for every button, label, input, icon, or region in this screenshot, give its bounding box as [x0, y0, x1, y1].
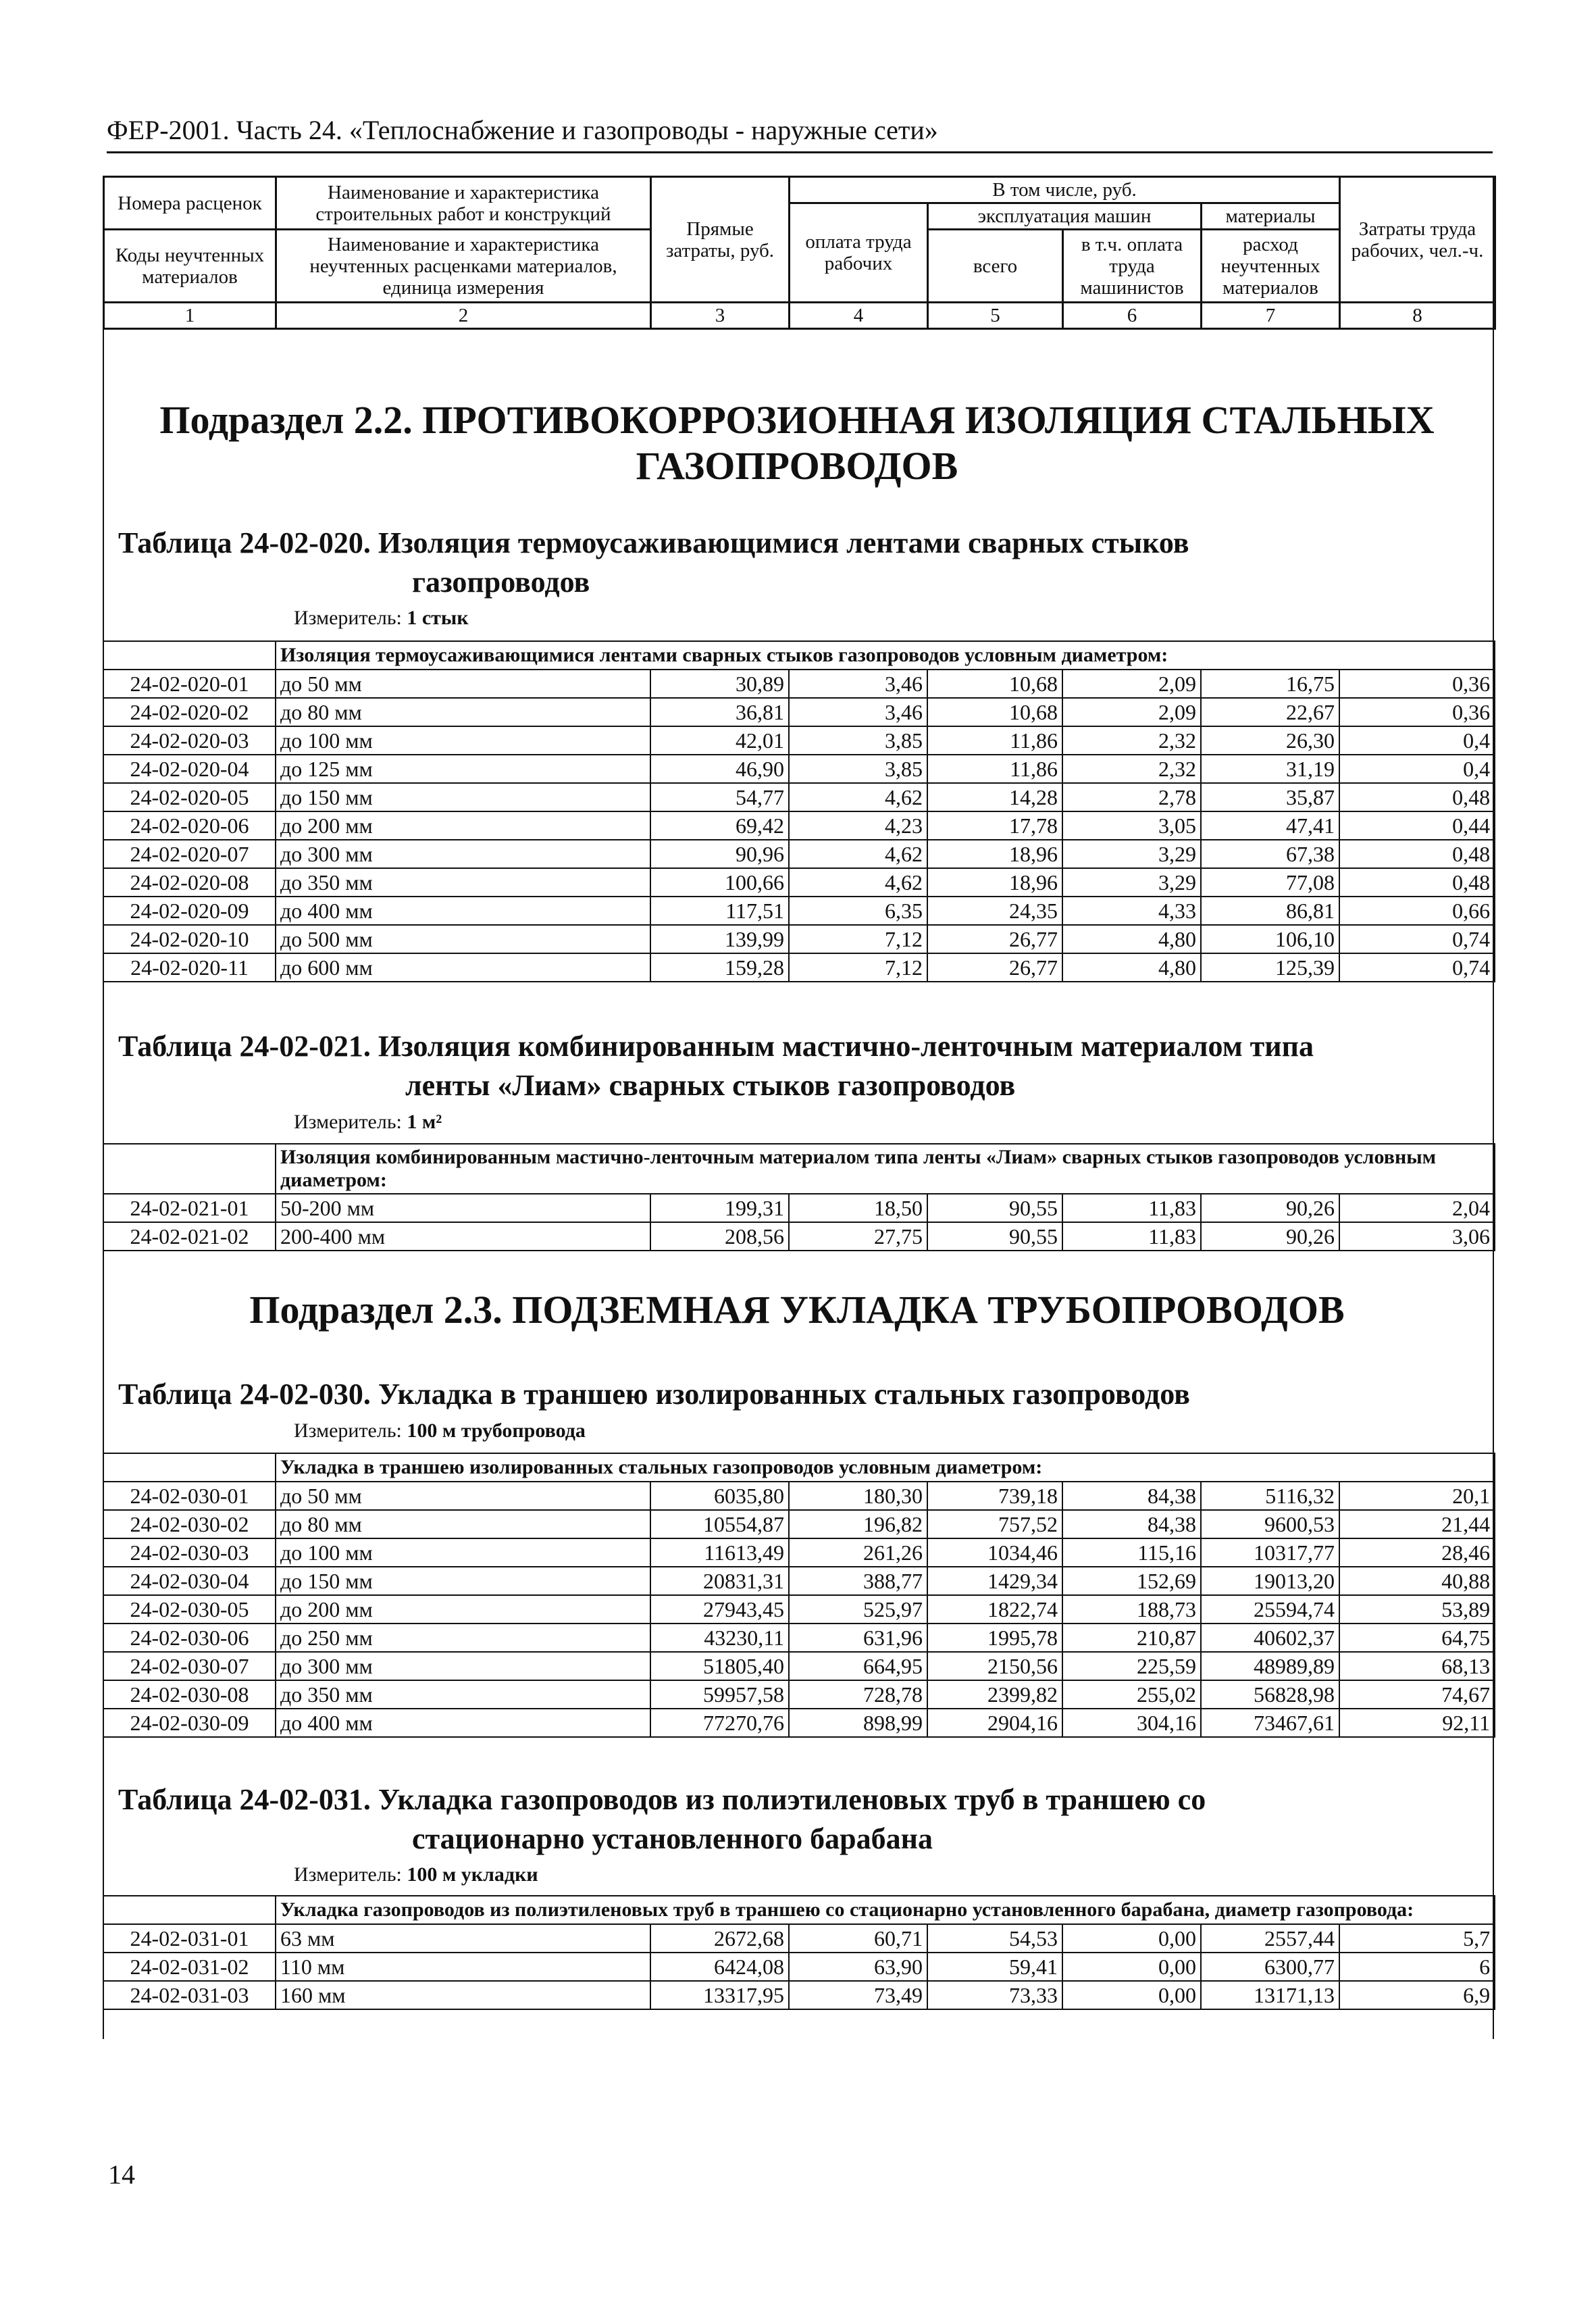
labor-pay-cell: 4,62: [789, 783, 927, 811]
table-row: [103, 1194, 1495, 1222]
labor-hours-cell: 0,44: [1339, 811, 1495, 840]
rate-code-cell: 24-02-030-09: [103, 1709, 276, 1737]
labor-pay-cell: 73,49: [789, 1981, 927, 2009]
materials-cell: 86,81: [1201, 897, 1339, 925]
rate-code-cell: 24-02-021-01: [103, 1194, 276, 1222]
materials-cell: 40602,37: [1201, 1624, 1339, 1652]
table-020: [103, 640, 1495, 982]
group-header: Укладка в траншею изолированных стальных газопроводов условным диаметром:: [276, 1453, 1495, 1482]
table-row: [103, 868, 1495, 897]
col-header-4: оплата труда рабочих: [790, 203, 928, 303]
col-header-mat: материалы: [1202, 203, 1340, 230]
machinist-pay-cell: 115,16: [1062, 1538, 1201, 1567]
direct-cost-cell: 20831,31: [650, 1567, 789, 1595]
rate-code-cell: 24-02-030-01: [103, 1482, 276, 1510]
materials-cell: 47,41: [1201, 811, 1339, 840]
labor-hours-cell: 0,74: [1339, 925, 1495, 953]
machine-total-cell: 90,55: [927, 1222, 1062, 1251]
col-header-6: в т.ч. оплата труда машинистов: [1063, 230, 1202, 303]
direct-cost-cell: 69,42: [650, 811, 789, 840]
table-031-title: Таблица 24-02-031. Укладка газопроводов из полиэтиленовых труб в траншею со стационарно установленного барабана: [118, 1783, 1206, 1855]
machine-total-cell: 11,86: [927, 755, 1062, 783]
machine-total-cell: 90,55: [927, 1194, 1062, 1222]
direct-cost-cell: 100,66: [650, 868, 789, 897]
materials-cell: 106,10: [1201, 925, 1339, 953]
materials-cell: 19013,20: [1201, 1567, 1339, 1595]
materials-cell: 2557,44: [1201, 1924, 1339, 1953]
rate-code-cell: 24-02-030-02: [103, 1510, 276, 1538]
group-header: Изоляция термоусаживающимися лентами сварных стыков газопроводов условным диаметром:: [276, 641, 1495, 670]
direct-cost-cell: 43230,11: [650, 1624, 789, 1652]
labor-hours-cell: 6,9: [1339, 1981, 1495, 2009]
direct-cost-cell: 27943,45: [650, 1595, 789, 1624]
table-row: [103, 698, 1495, 726]
rate-code-cell: 24-02-020-11: [103, 953, 276, 982]
col-header-mach: эксплуатация машин: [928, 203, 1202, 230]
labor-pay-cell: 4,62: [789, 840, 927, 868]
labor-pay-cell: 4,23: [789, 811, 927, 840]
table-row: [103, 1222, 1495, 1251]
col-header-3: Прямые затраты, руб.: [651, 177, 790, 303]
machine-total-cell: 10,68: [927, 670, 1062, 698]
group-header-row: [103, 641, 1495, 670]
machine-total-cell: 1429,34: [927, 1567, 1062, 1595]
direct-cost-cell: 10554,87: [650, 1510, 789, 1538]
machine-total-cell: 24,35: [927, 897, 1062, 925]
machine-total-cell: 739,18: [927, 1482, 1062, 1510]
col-header-5: всего: [928, 230, 1063, 303]
col-num-5: 5: [928, 303, 1063, 329]
machine-total-cell: 14,28: [927, 783, 1062, 811]
rate-code-cell: 24-02-031-02: [103, 1953, 276, 1981]
direct-cost-cell: 46,90: [650, 755, 789, 783]
machinist-pay-cell: 3,29: [1062, 868, 1201, 897]
labor-hours-cell: 28,46: [1339, 1538, 1495, 1567]
group-header: Изоляция комбинированным мастично-ленточным материалом типа ленты «Лиам» сварных стыков газопроводов условным диаметром:: [276, 1144, 1495, 1194]
rate-code-cell: 24-02-020-07: [103, 840, 276, 868]
direct-cost-cell: 51805,40: [650, 1652, 789, 1680]
column-header-table: [103, 176, 1496, 330]
work-name-cell: до 300 мм: [276, 840, 650, 868]
group-header-spacer: [103, 1453, 276, 1482]
labor-pay-cell: 3,85: [789, 755, 927, 783]
machinist-pay-cell: 3,29: [1062, 840, 1201, 868]
col-num-6: 6: [1063, 303, 1202, 329]
work-name-cell: 110 мм: [276, 1953, 650, 1981]
col-header-2a: Наименование и характеристика строительных работ и конструкций: [276, 177, 651, 230]
machine-total-cell: 2150,56: [927, 1652, 1062, 1680]
direct-cost-cell: 54,77: [650, 783, 789, 811]
group-header-spacer: [103, 1896, 276, 1924]
work-name-cell: до 250 мм: [276, 1624, 650, 1652]
materials-cell: 16,75: [1201, 670, 1339, 698]
materials-cell: 125,39: [1201, 953, 1339, 982]
labor-pay-cell: 3,46: [789, 698, 927, 726]
rate-code-cell: 24-02-020-09: [103, 897, 276, 925]
machinist-pay-cell: 255,02: [1062, 1680, 1201, 1709]
labor-hours-cell: 68,13: [1339, 1652, 1495, 1680]
work-name-cell: до 150 мм: [276, 783, 650, 811]
col-header-1a: Номера расценок: [104, 177, 276, 230]
machinist-pay-cell: 2,09: [1062, 698, 1201, 726]
table-row: [103, 1624, 1495, 1652]
machine-total-cell: 1822,74: [927, 1595, 1062, 1624]
labor-pay-cell: 3,85: [789, 726, 927, 755]
machine-total-cell: 1995,78: [927, 1624, 1062, 1652]
direct-cost-cell: 42,01: [650, 726, 789, 755]
materials-cell: 31,19: [1201, 755, 1339, 783]
machine-total-cell: 54,53: [927, 1924, 1062, 1953]
work-name-cell: 160 мм: [276, 1981, 650, 2009]
work-name-cell: до 500 мм: [276, 925, 650, 953]
machinist-pay-cell: 84,38: [1062, 1482, 1201, 1510]
machine-total-cell: 18,96: [927, 868, 1062, 897]
labor-hours-cell: 3,06: [1339, 1222, 1495, 1251]
machine-total-cell: 11,86: [927, 726, 1062, 755]
materials-cell: 9600,53: [1201, 1510, 1339, 1538]
col-num-2: 2: [276, 303, 651, 329]
labor-pay-cell: 388,77: [789, 1567, 927, 1595]
group-header: Укладка газопроводов из полиэтиленовых труб в траншею со стационарно установленного барабана, диаметр газопровода:: [276, 1896, 1495, 1924]
materials-cell: 90,26: [1201, 1222, 1339, 1251]
rate-code-cell: 24-02-020-03: [103, 726, 276, 755]
direct-cost-cell: 159,28: [650, 953, 789, 982]
labor-hours-cell: 64,75: [1339, 1624, 1495, 1652]
group-header-spacer: [103, 1144, 276, 1194]
labor-hours-cell: 0,36: [1339, 670, 1495, 698]
labor-hours-cell: 2,04: [1339, 1194, 1495, 1222]
materials-cell: 67,38: [1201, 840, 1339, 868]
labor-pay-cell: 18,50: [789, 1194, 927, 1222]
machinist-pay-cell: 225,59: [1062, 1652, 1201, 1680]
labor-pay-cell: 6,35: [789, 897, 927, 925]
table-row: [103, 1595, 1495, 1624]
materials-cell: 26,30: [1201, 726, 1339, 755]
machinist-pay-cell: 4,33: [1062, 897, 1201, 925]
table-row: [103, 840, 1495, 868]
work-name-cell: до 300 мм: [276, 1652, 650, 1680]
col-header-1b: Коды неучтенных материалов: [104, 230, 276, 303]
materials-cell: 35,87: [1201, 783, 1339, 811]
page-number: 14: [108, 2159, 135, 2190]
col-header-incl: В том числе, руб.: [790, 177, 1340, 203]
materials-cell: 10317,77: [1201, 1538, 1339, 1567]
machinist-pay-cell: 2,09: [1062, 670, 1201, 698]
labor-hours-cell: 0,4: [1339, 726, 1495, 755]
labor-hours-cell: 74,67: [1339, 1680, 1495, 1709]
col-num-3: 3: [651, 303, 790, 329]
rate-code-cell: 24-02-020-01: [103, 670, 276, 698]
materials-cell: 90,26: [1201, 1194, 1339, 1222]
materials-cell: 48989,89: [1201, 1652, 1339, 1680]
direct-cost-cell: 77270,76: [650, 1709, 789, 1737]
labor-pay-cell: 7,12: [789, 953, 927, 982]
rate-code-cell: 24-02-020-05: [103, 783, 276, 811]
work-name-cell: до 80 мм: [276, 1510, 650, 1538]
machinist-pay-cell: 2,78: [1062, 783, 1201, 811]
labor-hours-cell: 6: [1339, 1953, 1495, 1981]
direct-cost-cell: 30,89: [650, 670, 789, 698]
labor-pay-cell: 60,71: [789, 1924, 927, 1953]
direct-cost-cell: 208,56: [650, 1222, 789, 1251]
table-030: [103, 1453, 1495, 1738]
labor-pay-cell: 898,99: [789, 1709, 927, 1737]
machinist-pay-cell: 0,00: [1062, 1953, 1201, 1981]
labor-pay-cell: 631,96: [789, 1624, 927, 1652]
group-header-row: [103, 1896, 1495, 1924]
work-name-cell: до 600 мм: [276, 953, 650, 982]
table-030-meter: Измеритель: 100 м трубопровода: [294, 1419, 586, 1442]
rate-code-cell: 24-02-020-04: [103, 755, 276, 783]
labor-pay-cell: 3,46: [789, 670, 927, 698]
labor-hours-cell: 0,66: [1339, 897, 1495, 925]
col-header-2b: Наименование и характеристика неучтенных расценками материалов, единица измерения: [276, 230, 651, 303]
work-name-cell: до 200 мм: [276, 1595, 650, 1624]
table-021-title: Таблица 24-02-021. Изоляция комбинированным мастично-ленточным материалом типа ленты «Лиам» сварных стыков газопроводов: [118, 1030, 1314, 1102]
table-row: [103, 1953, 1495, 1981]
materials-cell: 73467,61: [1201, 1709, 1339, 1737]
direct-cost-cell: 11613,49: [650, 1538, 789, 1567]
subsection-2-3-title: Подраздел 2.3. ПОДЗЕМНАЯ УКЛАДКА ТРУБОПРОВОДОВ: [249, 1288, 1345, 1332]
table-row: [103, 953, 1495, 982]
rate-code-cell: 24-02-030-05: [103, 1595, 276, 1624]
table-row: [103, 1538, 1495, 1567]
col-num-8: 8: [1340, 303, 1495, 329]
machine-total-cell: 18,96: [927, 840, 1062, 868]
direct-cost-cell: 59957,58: [650, 1680, 789, 1709]
subsection-2-2-title: Подраздел 2.2. ПРОТИВОКОРРОЗИОННАЯ ИЗОЛЯЦИЯ СТАЛЬНЫХ ГАЗОПРОВОДОВ: [159, 398, 1435, 488]
group-header-spacer: [103, 641, 276, 670]
labor-pay-cell: 728,78: [789, 1680, 927, 1709]
labor-hours-cell: 0,74: [1339, 953, 1495, 982]
table-row: [103, 726, 1495, 755]
labor-pay-cell: 180,30: [789, 1482, 927, 1510]
work-name-cell: до 125 мм: [276, 755, 650, 783]
work-name-cell: до 50 мм: [276, 670, 650, 698]
work-name-cell: до 350 мм: [276, 868, 650, 897]
labor-hours-cell: 92,11: [1339, 1709, 1495, 1737]
work-name-cell: до 100 мм: [276, 1538, 650, 1567]
page-header: ФЕР-2001. Часть 24. «Теплоснабжение и газопроводы - наружные сети»: [107, 114, 1493, 153]
work-name-cell: до 50 мм: [276, 1482, 650, 1510]
work-name-cell: до 150 мм: [276, 1567, 650, 1595]
materials-cell: 25594,74: [1201, 1595, 1339, 1624]
table-row: [103, 1709, 1495, 1737]
machinist-pay-cell: 4,80: [1062, 925, 1201, 953]
group-header-row: [103, 1453, 1495, 1482]
machine-total-cell: 26,77: [927, 953, 1062, 982]
machinist-pay-cell: 11,83: [1062, 1222, 1201, 1251]
labor-pay-cell: 63,90: [789, 1953, 927, 1981]
machine-total-cell: 2904,16: [927, 1709, 1062, 1737]
rate-code-cell: 24-02-030-07: [103, 1652, 276, 1680]
machinist-pay-cell: 2,32: [1062, 726, 1201, 755]
direct-cost-cell: 36,81: [650, 698, 789, 726]
materials-cell: 22,67: [1201, 698, 1339, 726]
labor-hours-cell: 0,4: [1339, 755, 1495, 783]
work-name-cell: 50-200 мм: [276, 1194, 650, 1222]
table-020-title: Таблица 24-02-020. Изоляция термоусаживающимися лентами сварных стыков газопроводов: [118, 526, 1189, 599]
labor-hours-cell: 0,36: [1339, 698, 1495, 726]
labor-pay-cell: 4,62: [789, 868, 927, 897]
rate-code-cell: 24-02-030-08: [103, 1680, 276, 1709]
rate-code-cell: 24-02-030-03: [103, 1538, 276, 1567]
table-020-meter: Измеритель: 1 стык: [294, 607, 469, 629]
direct-cost-cell: 199,31: [650, 1194, 789, 1222]
machine-total-cell: 10,68: [927, 698, 1062, 726]
machine-total-cell: 2399,82: [927, 1680, 1062, 1709]
direct-cost-cell: 117,51: [650, 897, 789, 925]
labor-pay-cell: 196,82: [789, 1510, 927, 1538]
table-row: [103, 1981, 1495, 2009]
machinist-pay-cell: 3,05: [1062, 811, 1201, 840]
rate-code-cell: 24-02-020-10: [103, 925, 276, 953]
labor-hours-cell: 5,7: [1339, 1924, 1495, 1953]
work-name-cell: 200-400 мм: [276, 1222, 650, 1251]
materials-cell: 56828,98: [1201, 1680, 1339, 1709]
rate-code-cell: 24-02-030-04: [103, 1567, 276, 1595]
machinist-pay-cell: 11,83: [1062, 1194, 1201, 1222]
machinist-pay-cell: 304,16: [1062, 1709, 1201, 1737]
table-row: [103, 897, 1495, 925]
labor-hours-cell: 0,48: [1339, 783, 1495, 811]
rate-code-cell: 24-02-020-06: [103, 811, 276, 840]
table-031: [103, 1895, 1495, 2010]
col-num-4: 4: [790, 303, 928, 329]
machinist-pay-cell: 0,00: [1062, 1981, 1201, 2009]
table-row: [103, 1510, 1495, 1538]
table-row: [103, 1680, 1495, 1709]
materials-cell: 6300,77: [1201, 1953, 1339, 1981]
materials-cell: 13171,13: [1201, 1981, 1339, 2009]
labor-hours-cell: 0,48: [1339, 840, 1495, 868]
materials-cell: 5116,32: [1201, 1482, 1339, 1510]
work-name-cell: до 350 мм: [276, 1680, 650, 1709]
machine-total-cell: 73,33: [927, 1981, 1062, 2009]
materials-cell: 77,08: [1201, 868, 1339, 897]
group-header-row: [103, 1144, 1495, 1194]
work-name-cell: до 200 мм: [276, 811, 650, 840]
table-031-meter: Измеритель: 100 м укладки: [294, 1863, 538, 1886]
labor-pay-cell: 525,97: [789, 1595, 927, 1624]
rate-code-cell: 24-02-021-02: [103, 1222, 276, 1251]
table-021-meter: Измеритель: 1 м²: [294, 1111, 442, 1133]
table-row: [103, 925, 1495, 953]
machine-total-cell: 1034,46: [927, 1538, 1062, 1567]
labor-hours-cell: 20,1: [1339, 1482, 1495, 1510]
table-row: [103, 755, 1495, 783]
col-num-1: 1: [104, 303, 276, 329]
table-row: [103, 1924, 1495, 1953]
machinist-pay-cell: 4,80: [1062, 953, 1201, 982]
table-021: [103, 1143, 1495, 1251]
machinist-pay-cell: 152,69: [1062, 1567, 1201, 1595]
machine-total-cell: 59,41: [927, 1953, 1062, 1981]
labor-pay-cell: 261,26: [789, 1538, 927, 1567]
table-row: [103, 670, 1495, 698]
direct-cost-cell: 139,99: [650, 925, 789, 953]
machinist-pay-cell: 84,38: [1062, 1510, 1201, 1538]
machinist-pay-cell: 0,00: [1062, 1924, 1201, 1953]
machinist-pay-cell: 2,32: [1062, 755, 1201, 783]
labor-hours-cell: 40,88: [1339, 1567, 1495, 1595]
table-row: [103, 1567, 1495, 1595]
work-name-cell: 63 мм: [276, 1924, 650, 1953]
direct-cost-cell: 6424,08: [650, 1953, 789, 1981]
direct-cost-cell: 13317,95: [650, 1981, 789, 2009]
table-030-title: Таблица 24-02-030. Укладка в траншею изолированных стальных газопроводов: [118, 1378, 1190, 1411]
rate-code-cell: 24-02-020-08: [103, 868, 276, 897]
labor-hours-cell: 0,48: [1339, 868, 1495, 897]
direct-cost-cell: 90,96: [650, 840, 789, 868]
direct-cost-cell: 6035,80: [650, 1482, 789, 1510]
col-header-7: расход неучтенных материалов: [1202, 230, 1340, 303]
machine-total-cell: 757,52: [927, 1510, 1062, 1538]
labor-pay-cell: 7,12: [789, 925, 927, 953]
table-row: [103, 1652, 1495, 1680]
table-row: [103, 783, 1495, 811]
work-name-cell: до 100 мм: [276, 726, 650, 755]
table-row: [103, 1482, 1495, 1510]
direct-cost-cell: 2672,68: [650, 1924, 789, 1953]
machinist-pay-cell: 210,87: [1062, 1624, 1201, 1652]
table-row: [103, 811, 1495, 840]
rate-code-cell: 24-02-030-06: [103, 1624, 276, 1652]
rate-code-cell: 24-02-031-01: [103, 1924, 276, 1953]
work-name-cell: до 400 мм: [276, 897, 650, 925]
rate-code-cell: 24-02-031-03: [103, 1981, 276, 2009]
labor-hours-cell: 21,44: [1339, 1510, 1495, 1538]
work-name-cell: до 400 мм: [276, 1709, 650, 1737]
labor-hours-cell: 53,89: [1339, 1595, 1495, 1624]
labor-pay-cell: 27,75: [789, 1222, 927, 1251]
machinist-pay-cell: 188,73: [1062, 1595, 1201, 1624]
machine-total-cell: 26,77: [927, 925, 1062, 953]
work-name-cell: до 80 мм: [276, 698, 650, 726]
rate-code-cell: 24-02-020-02: [103, 698, 276, 726]
labor-pay-cell: 664,95: [789, 1652, 927, 1680]
machine-total-cell: 17,78: [927, 811, 1062, 840]
col-header-8: Затраты труда рабочих, чел.-ч.: [1340, 177, 1495, 303]
col-num-7: 7: [1202, 303, 1340, 329]
